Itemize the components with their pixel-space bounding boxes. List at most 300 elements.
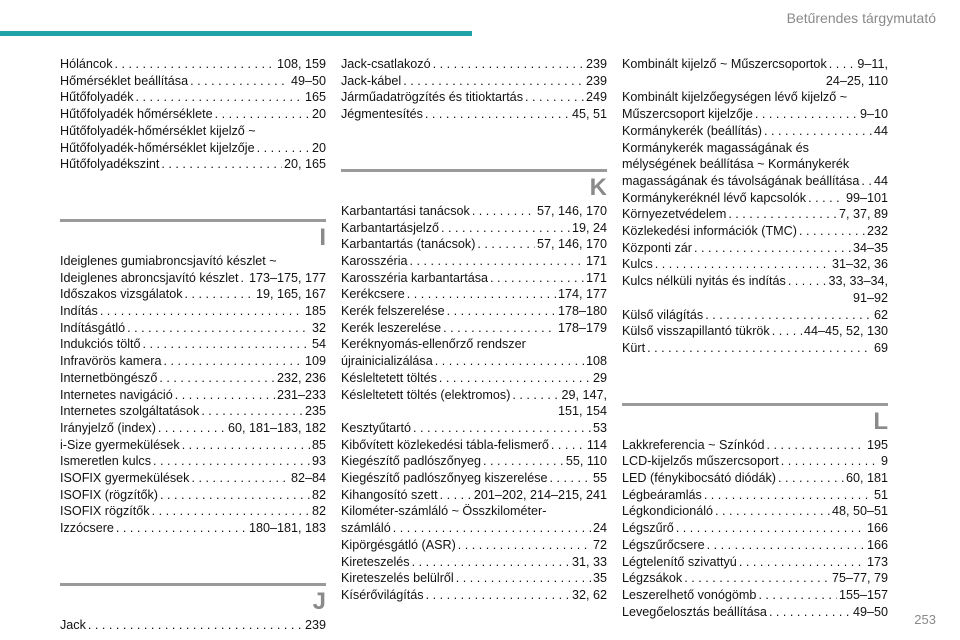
- entry-page-refs: 185: [304, 304, 326, 319]
- entry-line: [60, 270, 326, 287]
- entry-term: Karbantartás (tanácsok): [341, 237, 476, 252]
- index-entry: [622, 537, 888, 554]
- entry-line: [60, 487, 326, 504]
- entry-line: [341, 73, 607, 90]
- entry-line: [341, 106, 607, 123]
- index-entry: [341, 270, 607, 287]
- dot-leader: [433, 56, 584, 73]
- entry-page-refs: 19, 24: [571, 220, 607, 235]
- dot-leader: [739, 554, 865, 571]
- entry-line: [622, 240, 888, 257]
- index-entry: [341, 303, 607, 320]
- index-entry: [622, 206, 888, 223]
- entry-term: Karbantartási tanácsok: [341, 203, 470, 218]
- entry-line: [341, 537, 607, 554]
- index-entry: [341, 370, 607, 387]
- dot-leader: [257, 140, 310, 157]
- index-entry: [60, 387, 326, 404]
- entry-page-refs: 51: [873, 487, 888, 502]
- dot-leader: [88, 617, 303, 634]
- entry-term: Légzsákok: [622, 571, 683, 586]
- entry-term: LED (fénykibocsátó diódák): [622, 471, 777, 486]
- entry-page-refs: 20: [311, 107, 326, 122]
- dot-leader: [116, 520, 247, 537]
- dot-leader: [861, 173, 872, 190]
- top-bar: [0, 0, 960, 40]
- entry-term: Kombinált kijelző ~ Műszercsoportok: [622, 57, 827, 71]
- dot-leader: [512, 387, 559, 404]
- entry-line: [622, 106, 888, 123]
- entry-line: [622, 56, 888, 73]
- entry-term: Hűtőfolyadék hőmérséklete: [60, 107, 213, 122]
- index-entry: [341, 89, 607, 106]
- index-entry: [341, 487, 607, 504]
- entry-line: [60, 370, 326, 387]
- index-entry: [622, 256, 888, 273]
- entry-line: [622, 537, 888, 554]
- entry-page-refs: 24: [592, 521, 607, 536]
- entry-line: [341, 253, 607, 270]
- entry-page-refs: 32, 62: [571, 587, 607, 602]
- entry-page-refs: 235: [304, 404, 326, 419]
- entry-term: Kísérővilágítás: [341, 587, 424, 602]
- entry-line: [622, 190, 888, 207]
- dot-leader: [185, 286, 254, 303]
- entry-page-refs: 9: [880, 454, 888, 469]
- entry-line: [60, 353, 326, 370]
- index-entry: [622, 604, 888, 621]
- entry-term: Hőmérséklet beállítása: [60, 73, 189, 88]
- entry-text: Keréknyomás-ellenőrző rendszer: [341, 337, 526, 352]
- index-entry: [622, 437, 888, 454]
- entry-page-refs: 108: [585, 354, 607, 369]
- index-entry: [622, 307, 888, 324]
- section-header: [60, 197, 326, 253]
- index-entry: [341, 420, 607, 437]
- entry-term: magasságának és távolságának beállítása: [622, 173, 860, 188]
- index-entry: [60, 123, 326, 156]
- entry-term: Indításgátló: [60, 320, 126, 335]
- entry-term: Izzócsere: [60, 521, 114, 536]
- index-entry: [60, 520, 326, 537]
- section-divider: [341, 169, 607, 172]
- entry-line: [60, 336, 326, 353]
- dot-leader: [772, 323, 802, 340]
- dot-leader: [799, 223, 865, 240]
- entry-page-refs: 60, 181–183, 182: [227, 420, 326, 435]
- index-entry: [622, 570, 888, 587]
- section-header: [622, 381, 888, 437]
- dot-leader: [175, 387, 275, 404]
- entry-page-refs: 19, 165, 167: [255, 287, 326, 302]
- entry-page-refs: 35: [592, 571, 607, 586]
- entry-page-refs: 171: [585, 253, 607, 268]
- entry-term: Internetböngésző: [60, 370, 158, 385]
- entry-term: számláló: [341, 521, 391, 536]
- entry-line: [622, 437, 888, 454]
- entry-page-refs: 29, 147,: [561, 387, 607, 402]
- entry-term: Kiegészítő padlószőnyeg: [341, 454, 482, 469]
- entry-term: Kihangosító szett: [341, 487, 438, 502]
- entry-term: i-Size gyermekülések: [60, 437, 180, 452]
- index-entry: [622, 123, 888, 140]
- entry-term: Kormánykeréknél lévő kapcsolók: [622, 190, 807, 205]
- dot-leader: [201, 403, 303, 420]
- entry-page-refs: 231–233: [276, 387, 326, 402]
- entry-term: ISOFIX gyermekülések: [60, 471, 190, 486]
- entry-term: Légszűrőcsere: [622, 537, 705, 552]
- index-entry: [60, 617, 326, 634]
- entry-page-refs: 108, 159: [276, 57, 326, 71]
- entry-page-refs: 69: [873, 340, 888, 355]
- entry-term: Infravörös kamera: [60, 354, 162, 369]
- entry-page-refs: 239: [585, 57, 607, 71]
- index-entry: [622, 240, 888, 257]
- entry-term: Hűtőfolyadékszint: [60, 157, 160, 172]
- entry-term: Karbantartásjelző: [341, 220, 440, 235]
- entry-line: [341, 353, 607, 370]
- entry-page-refs: 49–50: [852, 604, 888, 619]
- section-letter: I: [319, 223, 326, 251]
- entry-term: Lakkreferencia ~ Színkód: [622, 437, 765, 452]
- entry-page-refs: 239: [585, 73, 607, 88]
- entry-term: Jack: [60, 617, 86, 632]
- dot-leader: [441, 220, 570, 237]
- entry-line: [341, 203, 607, 220]
- dot-leader: [788, 273, 827, 290]
- entry-line: [341, 286, 607, 303]
- dot-leader: [694, 240, 851, 257]
- entry-term: Kibővített közlekedési tábla-felismerő: [341, 437, 549, 452]
- entry-line: [622, 587, 888, 604]
- dot-leader: [407, 286, 556, 303]
- dot-leader: [190, 73, 289, 90]
- dot-leader: [158, 420, 226, 437]
- index-entry: [341, 587, 607, 604]
- entry-term: Kireteszelés: [341, 554, 410, 569]
- index-entry: [622, 487, 888, 504]
- entry-line: [60, 403, 326, 420]
- entry-line: [60, 387, 326, 404]
- entry-text: Hűtőfolyadék-hőmérséklet kijelző ~: [60, 123, 256, 138]
- dot-leader: [440, 487, 472, 504]
- index-entry: [622, 273, 888, 306]
- entry-text: Kormánykerék magasságának és: [622, 140, 809, 155]
- dot-leader: [164, 353, 303, 370]
- entry-page-refs: 173: [866, 554, 888, 569]
- dot-leader: [551, 437, 585, 454]
- dot-leader: [412, 554, 570, 571]
- dot-leader: [182, 437, 310, 454]
- entry-page-refs: 91–92: [852, 290, 888, 305]
- section-letter: K: [589, 173, 607, 201]
- index-entry: [341, 453, 607, 470]
- entry-page-refs: 24–25, 110: [825, 73, 888, 88]
- entry-term: Közlekedési információk (TMC): [622, 224, 797, 239]
- index-entry: [60, 470, 326, 487]
- entry-term: Karosszéria: [341, 253, 408, 268]
- entry-term: Környezetvédelem: [622, 207, 727, 222]
- entry-term: Légszűrő: [622, 521, 674, 536]
- entry-page-refs: 166: [866, 537, 888, 552]
- index-entry: [341, 253, 607, 270]
- index-entry: [622, 520, 888, 537]
- entry-page-refs: 114: [586, 437, 607, 452]
- index-entry: [60, 420, 326, 437]
- dot-leader: [781, 453, 879, 470]
- entry-page-refs: 49–50: [290, 73, 326, 88]
- entry-page-refs: 99–101: [845, 190, 888, 205]
- entry-page-refs: 171: [585, 270, 607, 285]
- dot-leader: [705, 307, 872, 324]
- entry-term: Jack-csatlakozó: [341, 57, 431, 71]
- section-header: [60, 561, 326, 617]
- index-entry: [60, 353, 326, 370]
- entry-page-refs: 195: [866, 437, 888, 452]
- entry-term: Késleltetett töltés: [341, 370, 437, 385]
- entry-term: Karosszéria karbantartása: [341, 270, 488, 285]
- entry-page-refs: 232: [866, 224, 888, 239]
- entry-line: [341, 303, 607, 320]
- entry-line: [622, 604, 888, 621]
- entry-line: [60, 617, 326, 634]
- index-entry: [60, 453, 326, 470]
- section-letter: J: [312, 587, 326, 615]
- index-entry: [60, 320, 326, 337]
- index-entry: [622, 140, 888, 190]
- entry-page-refs: 57, 146, 170: [536, 237, 607, 252]
- entry-line: [60, 503, 326, 520]
- entry-line: [60, 89, 326, 106]
- index-entry: [341, 236, 607, 253]
- entry-term: Ideiglenes abroncsjavító készlet: [60, 270, 239, 285]
- entry-line: [341, 570, 607, 587]
- dot-leader: [769, 604, 851, 621]
- entry-text: mélységének beállítása ~ Kormánykerék: [622, 157, 850, 172]
- entry-page-refs: 232, 236: [276, 370, 326, 385]
- entry-line: [341, 236, 607, 253]
- dot-leader: [152, 503, 310, 520]
- entry-term: Levegőelosztás beállítása: [622, 604, 767, 619]
- entry-line: [622, 554, 888, 571]
- entry-line: [60, 470, 326, 487]
- index-entry: [341, 56, 607, 73]
- entry-page-refs: 93: [311, 454, 326, 469]
- index-entry: [60, 73, 326, 90]
- dot-leader: [100, 303, 303, 320]
- entry-page-refs: 75–77, 79: [831, 571, 888, 586]
- entry-line: [622, 273, 888, 290]
- section-divider: [60, 583, 326, 586]
- top-accent-bar: [0, 31, 472, 36]
- entry-term: Légtelenítő szivattyú: [622, 554, 737, 569]
- index-entry: [60, 370, 326, 387]
- entry-page-refs: 31–32, 36: [831, 257, 888, 272]
- entry-page-refs: 72: [592, 537, 607, 552]
- index-entry: [60, 89, 326, 106]
- entry-line: [60, 420, 326, 437]
- index-entry: [60, 403, 326, 420]
- index-column-2: [341, 56, 607, 604]
- entry-term: Időszakos vizsgálatok: [60, 287, 183, 302]
- entry-page-refs: 55: [592, 471, 607, 486]
- entry-term: Kiegészítő padlószőnyeg kiszerelése: [341, 471, 548, 486]
- entry-line: [622, 123, 888, 140]
- entry-page-refs: 34–35: [852, 240, 888, 255]
- entry-line: [622, 323, 888, 340]
- index-entry: [60, 303, 326, 320]
- dot-leader: [655, 256, 830, 273]
- section-divider: [622, 403, 888, 406]
- entry-line: [60, 156, 326, 173]
- entry-line: [60, 453, 326, 470]
- entry-page-refs: 20, 165: [283, 157, 326, 172]
- entry-line: [60, 286, 326, 303]
- entry-line: [341, 587, 607, 604]
- dot-leader: [684, 570, 830, 587]
- dot-leader: [115, 56, 275, 73]
- dot-leader: [766, 437, 865, 454]
- entry-page-refs: 178–180: [557, 304, 607, 319]
- entry-term: Kürt: [622, 340, 646, 355]
- entry-term: Kormánykerék (beállítás): [622, 123, 762, 138]
- entry-line: [622, 206, 888, 223]
- entry-page-refs: 55, 110: [565, 454, 607, 469]
- entry-term: Légkondicionáló: [622, 504, 714, 519]
- dot-leader: [161, 156, 282, 173]
- dot-leader: [472, 203, 535, 220]
- index-entry: [622, 190, 888, 207]
- index-entry: [622, 470, 888, 487]
- entry-page-refs: 109: [304, 354, 326, 369]
- index-entry: [60, 253, 326, 286]
- entry-term: ISOFIX rögzítők: [60, 504, 150, 519]
- entry-page-refs: 54: [311, 337, 326, 352]
- index-entry: [622, 223, 888, 240]
- index-entry: [341, 106, 607, 123]
- entry-page-refs: 178–179: [557, 320, 607, 335]
- entry-line: [622, 307, 888, 324]
- entry-page-refs: 53: [592, 420, 607, 435]
- index-column-1: [60, 56, 326, 634]
- index-entry: [60, 487, 326, 504]
- entry-term: Kerékcsere: [341, 287, 405, 302]
- entry-page-refs: 62: [873, 307, 888, 322]
- dot-leader: [707, 537, 865, 554]
- index-entry: [60, 437, 326, 454]
- index-entry: [341, 336, 607, 369]
- entry-text: Kilométer-számláló ~ Összkilométer-: [341, 504, 547, 519]
- dot-leader: [127, 320, 310, 337]
- entry-term: Külső visszapillantó tükrök: [622, 324, 770, 339]
- index-entry: [60, 286, 326, 303]
- index-column-3: [622, 56, 888, 620]
- entry-page-refs: 44: [873, 123, 888, 138]
- dot-leader: [715, 503, 830, 520]
- entry-line: [622, 520, 888, 537]
- entry-line: [341, 89, 607, 106]
- entry-line: [60, 56, 326, 73]
- entry-term: Kireteszelés belülről: [341, 571, 454, 586]
- entry-line: [622, 453, 888, 470]
- entry-term: Hűtőfolyadék-hőmérséklet kijelzője: [60, 140, 255, 155]
- entry-term: Internetes navigáció: [60, 387, 173, 402]
- entry-page-refs: 166: [866, 521, 888, 536]
- dot-leader: [426, 587, 570, 604]
- dot-leader: [413, 420, 591, 437]
- entry-term: Indítás: [60, 304, 98, 319]
- entry-line: [341, 554, 607, 571]
- entry-page-refs: 165: [304, 90, 326, 105]
- index-entry: [341, 554, 607, 571]
- dot-leader: [425, 106, 570, 123]
- index-entry: [341, 73, 607, 90]
- dot-leader: [136, 89, 303, 106]
- entry-line: [341, 387, 607, 404]
- index-entry: [341, 220, 607, 237]
- index-entry: [60, 156, 326, 173]
- dot-leader: [439, 370, 591, 387]
- section-header: [341, 147, 607, 203]
- entry-page-refs: 9–10: [859, 107, 888, 122]
- entry-term: Indukciós töltő: [60, 337, 141, 352]
- entry-page-refs: 44: [873, 173, 888, 188]
- entry-line: [622, 570, 888, 587]
- entry-term: Kulcs nélküli nyitás és indítás: [622, 274, 786, 289]
- dot-leader: [241, 270, 247, 287]
- index-entry: [622, 323, 888, 340]
- entry-term: Ismeretlen kulcs: [60, 454, 151, 469]
- entry-page-refs: 60, 181: [845, 471, 888, 486]
- entry-line: [341, 370, 607, 387]
- dot-leader: [159, 370, 275, 387]
- dot-leader: [191, 470, 288, 487]
- entry-term: Irányjelző (index): [60, 420, 156, 435]
- entry-line: [60, 106, 326, 123]
- dot-leader: [435, 353, 584, 370]
- entry-page-refs: 7, 37, 89: [838, 207, 888, 222]
- entry-term: Leszerelhető vonógömb: [622, 587, 757, 602]
- page-header-title: Betűrendes tárgymutató: [786, 10, 936, 26]
- entry-page-refs: 151, 154: [557, 404, 607, 419]
- entry-line: [341, 420, 607, 437]
- entry-term: LCD-kijelzős műszercsoport: [622, 454, 779, 469]
- dot-leader: [153, 453, 310, 470]
- dot-leader: [550, 470, 591, 487]
- entry-page-refs: 31, 33: [571, 554, 607, 569]
- section-divider: [60, 219, 326, 222]
- dot-leader: [458, 537, 591, 554]
- entry-page-refs: 173–175, 177: [248, 270, 326, 285]
- entry-page-refs: 48, 50–51: [831, 504, 888, 519]
- index-entry: [622, 56, 888, 89]
- index-entry: [60, 503, 326, 520]
- entry-line: [341, 220, 607, 237]
- dot-leader: [447, 303, 556, 320]
- entry-page-refs: 29: [592, 370, 607, 385]
- entry-line: [60, 437, 326, 454]
- index-entry: [341, 286, 607, 303]
- entry-text: Kombinált kijelzőegységen lévő kijelző ~: [622, 90, 848, 105]
- dot-leader: [704, 487, 872, 504]
- dot-leader: [764, 123, 872, 140]
- entry-page-refs: 180–181, 183: [248, 521, 326, 536]
- index-entry: [622, 554, 888, 571]
- entry-page-refs: 201–202, 214–215, 241: [473, 487, 607, 502]
- dot-leader: [647, 340, 872, 357]
- index-entry: [341, 320, 607, 337]
- dot-leader: [676, 520, 865, 537]
